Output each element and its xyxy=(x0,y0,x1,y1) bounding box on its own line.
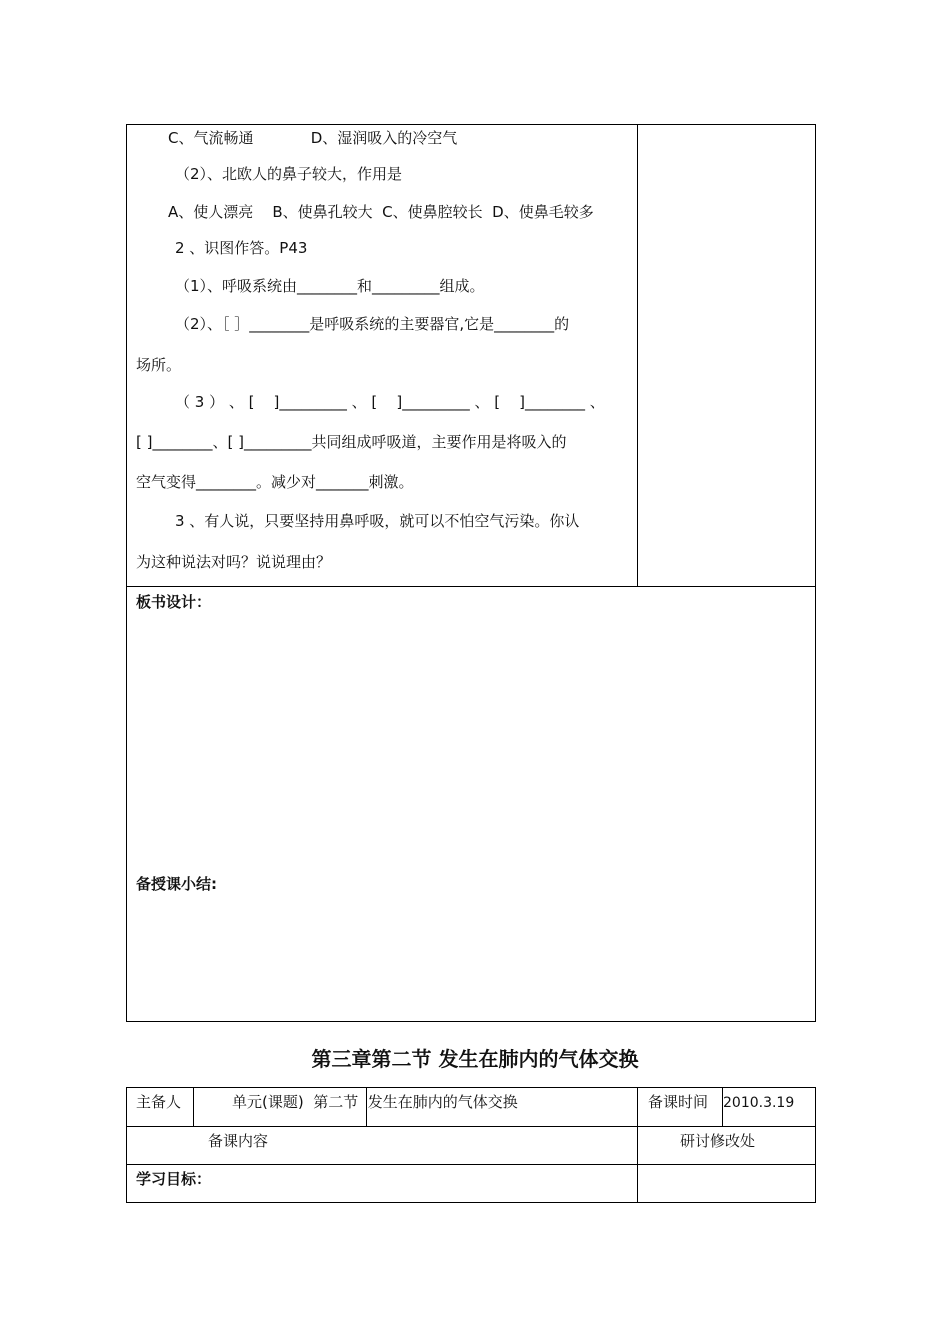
text-line-12: 为这种说法对吗？说说理由？ xyxy=(136,553,332,571)
upper-table-row-divider xyxy=(126,586,816,587)
text-line-3: A、使人漂亮 B、使鼻孔较大 C、使鼻腔较长 D、使鼻毛较多 xyxy=(168,203,594,221)
objectives-label: 学习目标： xyxy=(136,1170,212,1188)
lower-cell-divider-a xyxy=(193,1087,194,1126)
section-title: 第三章第二节 发生在肺内的气体交换 xyxy=(311,1047,639,1071)
text-line-5: （1）、呼吸系统由________和_________组成。 xyxy=(175,277,485,295)
text-line-2: （2）、北欧人的鼻子较大，作用是 xyxy=(175,165,403,183)
revision-label: 研讨修改处 xyxy=(680,1132,756,1150)
text-line-4: 2 、识图作答。P43 xyxy=(175,239,308,257)
unit-label: 单元(课题) 第二节 发生在肺内的气体交换 xyxy=(232,1093,518,1111)
text-line-7: 场所。 xyxy=(136,356,182,374)
summary-label: 备授课小结: xyxy=(136,875,217,893)
text-line-6: （2）、［ ］________是呼吸系统的主要器官,它是________的 xyxy=(175,315,570,333)
preparer-label: 主备人 xyxy=(136,1093,182,1111)
prep-time-value: 2010.3.19 xyxy=(723,1095,795,1111)
upper-table-column-divider xyxy=(637,124,638,586)
content-label: 备课内容 xyxy=(208,1132,269,1150)
prep-time-label: 备课时间 xyxy=(648,1093,709,1111)
text-line-9: [ ]________、[ ]_________共同组成呼吸道，主要作用是将吸入的 xyxy=(136,433,567,451)
lower-row-divider-2 xyxy=(126,1164,816,1165)
lower-row-divider-1 xyxy=(126,1126,816,1127)
text-line-1: C、气流畅通 D、湿润吸入的冷空气 xyxy=(168,129,458,147)
text-line-8: （ 3 ） 、 [ ]_________ 、 [ ]_________ 、 [ ]________ 、 xyxy=(175,393,605,411)
upper-table xyxy=(126,124,816,1022)
lower-column-divider xyxy=(637,1087,638,1203)
text-line-11: 3 、有人说，只要坚持用鼻呼吸，就可以不怕空气污染。你认 xyxy=(175,512,580,530)
text-line-10: 空气变得________。减少对_______刺激。 xyxy=(136,473,414,491)
board-design-label: 板书设计： xyxy=(136,593,212,611)
